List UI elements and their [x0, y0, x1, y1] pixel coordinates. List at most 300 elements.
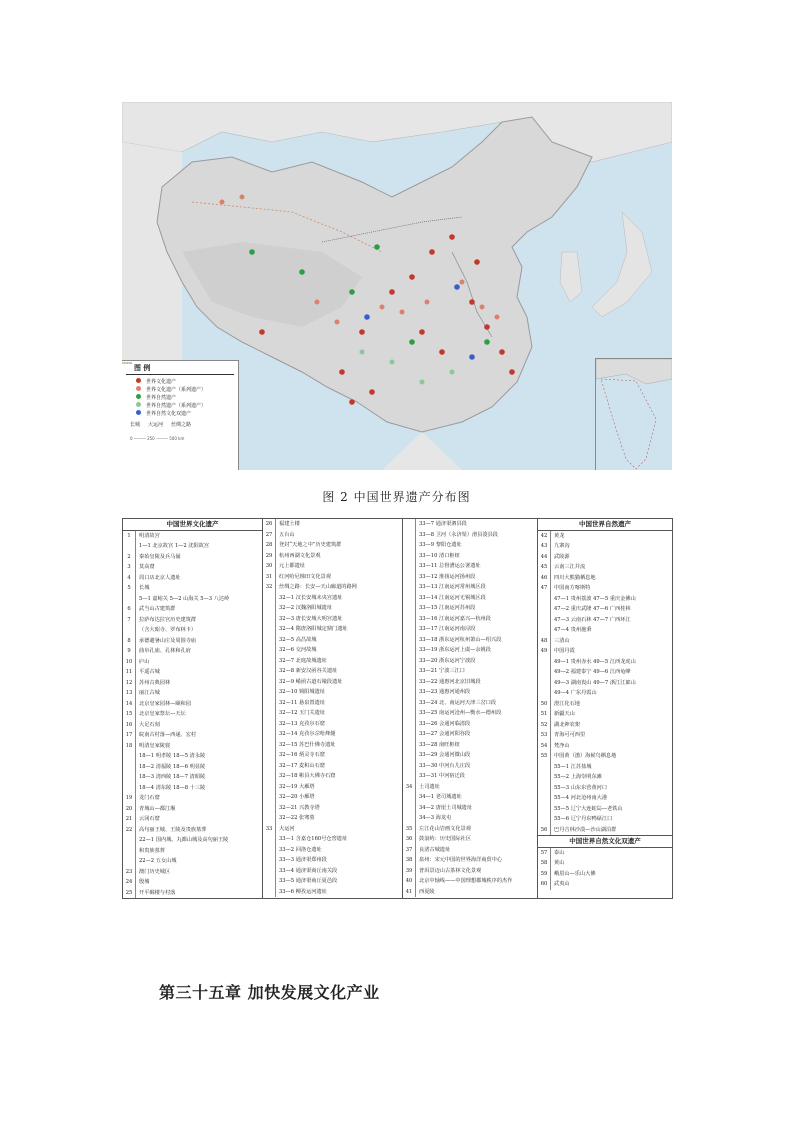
table-row [123, 877, 262, 888]
row-label: 32—10 锁阳城遗址 [279, 689, 325, 695]
row-label: 苏州古典园林 [139, 679, 171, 686]
row-label: 明清皇家陵寝 [139, 742, 171, 749]
row-label: 22—2 五女山城 [139, 858, 177, 864]
table-row [123, 762, 262, 773]
row-number [403, 519, 416, 530]
row-label: 33—28 南旺枢纽 [419, 741, 460, 748]
table-row [263, 708, 402, 719]
row-label: 33—5 通济渠商丘夏邑段 [279, 878, 338, 884]
table-row [263, 792, 402, 803]
row-number: 40 [403, 876, 416, 887]
row-number [263, 719, 276, 730]
table-row [538, 583, 672, 594]
table-row [538, 636, 672, 647]
row-number: 18 [123, 741, 136, 752]
table-row [403, 845, 537, 856]
table-row [538, 879, 672, 890]
row-label: 丽江古城 [139, 690, 160, 696]
row-label: 中国南方喀斯特 [554, 585, 591, 591]
row-number: 48 [538, 636, 551, 647]
row-number [123, 846, 136, 857]
row-label: 32—9 崤函古道石壕段遗址 [279, 678, 343, 685]
row-number [263, 708, 276, 719]
culture-list-2 [263, 519, 402, 897]
row-number [263, 666, 276, 677]
table-row [403, 624, 537, 635]
heritage-table [122, 518, 673, 899]
row-number [263, 603, 276, 614]
table-row [538, 741, 672, 752]
row-label: 33—2 回洛仓遗址 [279, 846, 322, 853]
table-row [263, 666, 402, 677]
row-label: 33—17 江南运河南浔段 [419, 626, 476, 632]
row-label: 47—4 贵州施秉 [554, 627, 592, 633]
table-row [538, 751, 672, 762]
table-row [123, 667, 262, 678]
row-label: 黄龙 [554, 532, 565, 539]
row-label: 32—22 张骞墓 [279, 815, 315, 821]
table-row [538, 825, 672, 836]
table-row [263, 635, 402, 646]
row-number [263, 635, 276, 646]
table-row [538, 678, 672, 689]
table-row [123, 709, 262, 720]
row-label: 33—4 通济渠商丘南关段 [279, 867, 338, 874]
row-label: 33—10 清口枢纽 [419, 552, 460, 559]
table-row [403, 866, 537, 877]
row-number: 5 [123, 583, 136, 594]
row-label: 33—30 中河台儿庄段 [419, 762, 471, 769]
chapter-heading: 第三十五章 加快发展文化产业 [159, 983, 380, 1002]
row-label: 33—19 浙东运河上虞—余姚段 [419, 647, 491, 653]
table-row [263, 813, 402, 824]
table-row [403, 540, 537, 551]
table-row [403, 855, 537, 866]
row-number: 10 [123, 657, 136, 668]
row-label: 杭州西湖文化景观 [279, 552, 321, 559]
table-row [123, 730, 262, 741]
row-number [403, 740, 416, 751]
table-row [403, 519, 537, 530]
row-label: 33—16 江南运河嘉兴—杭州段 [419, 615, 491, 622]
row-label: 32—20 小雁塔 [279, 794, 315, 800]
row-label: 32—3 唐长安城大明宫遗址 [279, 615, 343, 622]
row-number: 31 [263, 572, 276, 583]
table-row [403, 666, 537, 677]
row-number: 24 [123, 877, 136, 888]
row-label: 49—1 贵州赤水 49—5 江西龙虎山 [554, 658, 636, 665]
table-row [538, 552, 672, 563]
row-label: 18—3 清西陵 18—7 清昭陵 [139, 774, 206, 780]
row-number [263, 729, 276, 740]
row-label: 33—3 通济渠郑州段 [279, 857, 327, 863]
row-label: 32—7 北庭故城遗址 [279, 657, 327, 664]
row-label: 55—5 辽宁大连蛇岛—老铁山 [554, 805, 623, 812]
table-row [263, 729, 402, 740]
row-label: 32—15 苏巴什佛寺遗址 [279, 741, 336, 748]
row-label: 武夷山 [554, 881, 570, 887]
row-number: 53 [538, 730, 551, 741]
row-number: 51 [538, 709, 551, 720]
row-number [538, 793, 551, 804]
row-label: 33—18 浙东运河杭州萧山—绍兴段 [419, 636, 502, 643]
row-number: 17 [123, 730, 136, 741]
row-number: 38 [403, 855, 416, 866]
table-row [123, 636, 262, 647]
table-row [123, 793, 262, 804]
table-row [123, 541, 262, 552]
legend-item: 世界自然遗产（系列遗产） [122, 402, 238, 410]
row-number: 21 [123, 814, 136, 825]
row-label: 三清山 [554, 637, 570, 644]
table-row [538, 848, 672, 859]
row-number [403, 729, 416, 740]
table-row [403, 687, 537, 698]
row-number: 37 [403, 845, 416, 856]
table-row [538, 625, 672, 636]
row-label: 武当山古建筑群 [139, 606, 176, 612]
table-row [538, 541, 672, 552]
legend-line-great-wall: 长城 [130, 422, 141, 428]
table-row [123, 688, 262, 699]
row-number [123, 625, 136, 636]
row-number [263, 687, 276, 698]
row-number [538, 625, 551, 636]
row-label: 高句丽王城、王陵及贵族墓葬 [139, 826, 207, 833]
row-number [123, 541, 136, 552]
row-label: 澳门历史城区 [139, 868, 171, 875]
row-label: 黄山 [554, 860, 565, 866]
row-label: 33—27 会通河阳谷段 [419, 731, 471, 737]
row-number: 39 [403, 866, 416, 877]
table-row [263, 540, 402, 551]
row-number: 32 [263, 582, 276, 593]
row-label: 32—12 玉门关遗址 [279, 710, 325, 716]
table-row [263, 677, 402, 688]
table-row [263, 614, 402, 625]
light-green-dot-icon [136, 402, 141, 407]
row-number: 25 [123, 888, 136, 899]
row-number [403, 561, 416, 572]
row-label: 33—21 宁波三江口 [419, 668, 465, 674]
row-label: 34—3 海龙屯 [419, 815, 452, 821]
row-label: 47—3 云南石林 47—7 广西环江 [554, 616, 631, 623]
row-label: 秦始皇陵及兵马俑 [139, 553, 181, 560]
row-label: 55—3 山东东营黄河口 [554, 784, 608, 791]
table-row [403, 782, 537, 793]
culture-list-1 [123, 531, 262, 899]
row-number [263, 803, 276, 814]
table-row [123, 583, 262, 594]
row-label: 33—14 江南运河无锡城区段 [419, 594, 486, 601]
row-label: 18—4 清东陵 18—8 十三陵 [139, 784, 206, 791]
table-row [263, 750, 402, 761]
row-number: 14 [123, 699, 136, 710]
table-row [263, 656, 402, 667]
row-number: 60 [538, 879, 551, 890]
table-row [123, 846, 262, 857]
table-row [263, 687, 402, 698]
row-number [263, 593, 276, 604]
table-row [403, 603, 537, 614]
table-row [538, 709, 672, 720]
table-row [263, 645, 402, 656]
row-number: 41 [403, 887, 416, 898]
table-row [123, 678, 262, 689]
row-number [403, 677, 416, 688]
row-label: 1—1 北京故宫 1—2 沈阳故宫 [139, 543, 210, 549]
row-number [403, 792, 416, 803]
row-label: 33—24 北、南运河天津三岔口段 [419, 699, 497, 706]
map-legend [122, 360, 239, 470]
row-number [263, 698, 276, 709]
row-number: 59 [538, 869, 551, 880]
table-row [538, 762, 672, 773]
row-number: 9 [123, 646, 136, 657]
table-row [263, 771, 402, 782]
row-number: 50 [538, 699, 551, 710]
table-row [263, 845, 402, 856]
row-number [403, 708, 416, 719]
table-row [403, 803, 537, 814]
row-number [403, 551, 416, 562]
table-row [538, 720, 672, 731]
row-label: 49—3 湖南崀山 49—7 浙江江郎山 [554, 679, 636, 686]
table-row [538, 657, 672, 668]
row-label: 曲阜孔庙、孔林和孔府 [139, 648, 191, 654]
green-dot-icon [136, 394, 141, 399]
table-row [538, 594, 672, 605]
table-row [123, 615, 262, 626]
table-row [403, 614, 537, 625]
row-number: 6 [123, 604, 136, 615]
row-number [403, 813, 416, 824]
nature-list [538, 531, 672, 836]
row-label: 武陵源 [554, 553, 570, 560]
row-label: 平遥古城 [139, 669, 160, 675]
table-row [538, 562, 672, 573]
map-scale: 0 ——— 250 ——— 500 km [130, 436, 185, 441]
row-label: 32—18 彬县大佛寺石窟 [279, 773, 336, 779]
row-number [263, 866, 276, 877]
row-label: 32—17 麦积山石窟 [279, 762, 325, 769]
table-row [538, 793, 672, 804]
table-row [403, 761, 537, 772]
table-row [403, 876, 537, 887]
red-dot-icon [136, 378, 141, 383]
table-row [403, 887, 537, 898]
row-number [403, 593, 416, 604]
row-label: 33—13 江南运河常州城区段 [419, 584, 486, 590]
row-number [263, 887, 276, 898]
row-label: 龙门石窟 [139, 795, 160, 801]
row-label: 丝绸之路：长安—天山廊道的路网 [279, 584, 357, 590]
table-row [123, 783, 262, 794]
row-label: 34—1 老司城遗址 [419, 794, 462, 800]
table-row [123, 772, 262, 783]
row-label: 18—2 清福陵 18—6 明显陵 [139, 763, 206, 770]
row-number: 30 [263, 561, 276, 572]
blue-dot-icon [136, 410, 141, 415]
legend-item: 世界文化遗产（系列遗产） [122, 386, 238, 394]
row-label: 33—9 黎阳仓遗址 [419, 542, 462, 548]
row-number: 26 [263, 519, 276, 530]
row-label: 55—6 辽宁丹东鸭绿江口 [554, 816, 613, 822]
row-number: 42 [538, 531, 551, 542]
row-number [403, 635, 416, 646]
row-number [263, 771, 276, 782]
row-label: 33—31 中河宿迁段 [419, 773, 465, 779]
table-row [263, 887, 402, 898]
table-row [123, 646, 262, 657]
row-number: 12 [123, 678, 136, 689]
table-row [263, 530, 402, 541]
row-number: 11 [123, 667, 136, 678]
row-number [403, 614, 416, 625]
table-row [263, 624, 402, 635]
row-label: 33—15 江南运河苏州段 [419, 605, 476, 611]
mixed-list [538, 848, 672, 890]
row-label: 殷墟 [139, 879, 150, 885]
row-label: 22—1 国内城、丸都山城及高句丽王陵 [139, 837, 229, 843]
row-number [403, 771, 416, 782]
row-number [538, 814, 551, 825]
table-row [538, 858, 672, 869]
row-label: 55—2 上海崇明东滩 [554, 774, 602, 780]
row-number: 36 [403, 834, 416, 845]
row-number: 20 [123, 804, 136, 815]
table-row [538, 573, 672, 584]
table-row [263, 582, 402, 593]
table-row [538, 646, 672, 657]
row-label: 登封“天地之中”历史建筑群 [279, 542, 342, 548]
table-row [538, 804, 672, 815]
row-number [538, 615, 551, 626]
row-number [263, 677, 276, 688]
table-row [263, 782, 402, 793]
row-label: 32—19 大雁塔 [279, 783, 315, 790]
row-number: 8 [123, 636, 136, 647]
row-label: 湖北神农架 [554, 721, 580, 728]
row-label: 巴丹吉林沙漠—沙山湖泊群 [554, 826, 617, 833]
row-label: 33—12 淮扬运河扬州段 [419, 573, 476, 580]
row-label: 承德避暑山庄及周围寺庙 [139, 637, 197, 644]
row-number: 2 [123, 552, 136, 563]
table-row [403, 530, 537, 541]
table-row [403, 645, 537, 656]
table-row [538, 869, 672, 880]
row-label: 33—23 通惠河通州段 [419, 689, 471, 695]
row-number [263, 855, 276, 866]
table-row [538, 699, 672, 710]
row-label: 云冈石窟 [139, 816, 160, 822]
row-label: 土司遗址 [419, 783, 440, 790]
row-number [538, 772, 551, 783]
row-number: 49 [538, 646, 551, 657]
row-label: 峨眉山—乐山大佛 [554, 870, 596, 877]
table-row [123, 867, 262, 878]
table-row [538, 814, 672, 825]
legend-item: 世界自然遗产 [122, 394, 238, 402]
table-row [123, 814, 262, 825]
row-label: 北京皇家园林—颐和园 [139, 700, 191, 707]
row-number: 22 [123, 825, 136, 836]
table-row [123, 720, 262, 731]
row-label: 周口店北京人遗址 [139, 574, 181, 581]
table-row [403, 708, 537, 719]
row-label: 左江花山岩画文化景观 [419, 825, 471, 832]
row-label: 32—21 兴教寺塔 [279, 804, 320, 811]
row-number [123, 594, 136, 605]
row-number [538, 804, 551, 815]
row-number: 4 [123, 573, 136, 584]
row-number [538, 604, 551, 615]
table-row [538, 688, 672, 699]
legend-line-grand-canal: 大运河 [148, 422, 164, 428]
figure-caption: 图 2 中国世界遗产分布图 [322, 490, 471, 504]
row-number [403, 803, 416, 814]
row-label: 55—4 河北沧州南大港 [554, 795, 608, 801]
row-number [538, 688, 551, 699]
row-number [403, 666, 416, 677]
row-number [123, 835, 136, 846]
row-number [538, 594, 551, 605]
table-row [403, 771, 537, 782]
row-number [123, 762, 136, 773]
row-number: 35 [403, 824, 416, 835]
row-label: 47—2 重庆武隆 47—6 广西桂林 [554, 606, 631, 612]
row-number: 29 [263, 551, 276, 562]
row-label: 33—11 总督漕运公署遗址 [419, 563, 481, 569]
row-number [263, 792, 276, 803]
table-row [263, 603, 402, 614]
row-number [403, 624, 416, 635]
row-number [403, 572, 416, 583]
table-column-4 [538, 519, 673, 899]
row-number [403, 656, 416, 667]
row-label: 泰山 [554, 849, 565, 856]
row-label: 新疆天山 [554, 711, 575, 717]
table-row [263, 876, 402, 887]
table-row [123, 562, 262, 573]
legend-title: 图 例 [126, 361, 234, 375]
row-label: 大运河 [279, 825, 295, 832]
row-label: 32—2 汉魏洛阳城遗址 [279, 605, 333, 611]
table-row [538, 783, 672, 794]
table-row [403, 698, 537, 709]
row-label: 元上都遗址 [279, 563, 305, 569]
table-row [123, 751, 262, 762]
table-row [403, 593, 537, 604]
table-row [403, 824, 537, 835]
table-row [263, 740, 402, 751]
row-number: 28 [263, 540, 276, 551]
table-row [263, 866, 402, 877]
table-row [403, 656, 537, 667]
table-row [403, 813, 537, 824]
row-number [263, 614, 276, 625]
row-label: 33—22 通惠河北京旧城段 [419, 678, 481, 685]
table-row [123, 741, 262, 752]
row-label: 33—6 柳孜运河遗址 [279, 888, 327, 895]
row-number [263, 750, 276, 761]
row-number: 47 [538, 583, 551, 594]
row-label: 49—2 福建泰宁 49—6 江西龟峰 [554, 669, 631, 675]
row-label: 长城 [139, 585, 150, 591]
table-row [538, 730, 672, 741]
table-row [123, 835, 262, 846]
row-label: 莫高窟 [139, 564, 155, 570]
